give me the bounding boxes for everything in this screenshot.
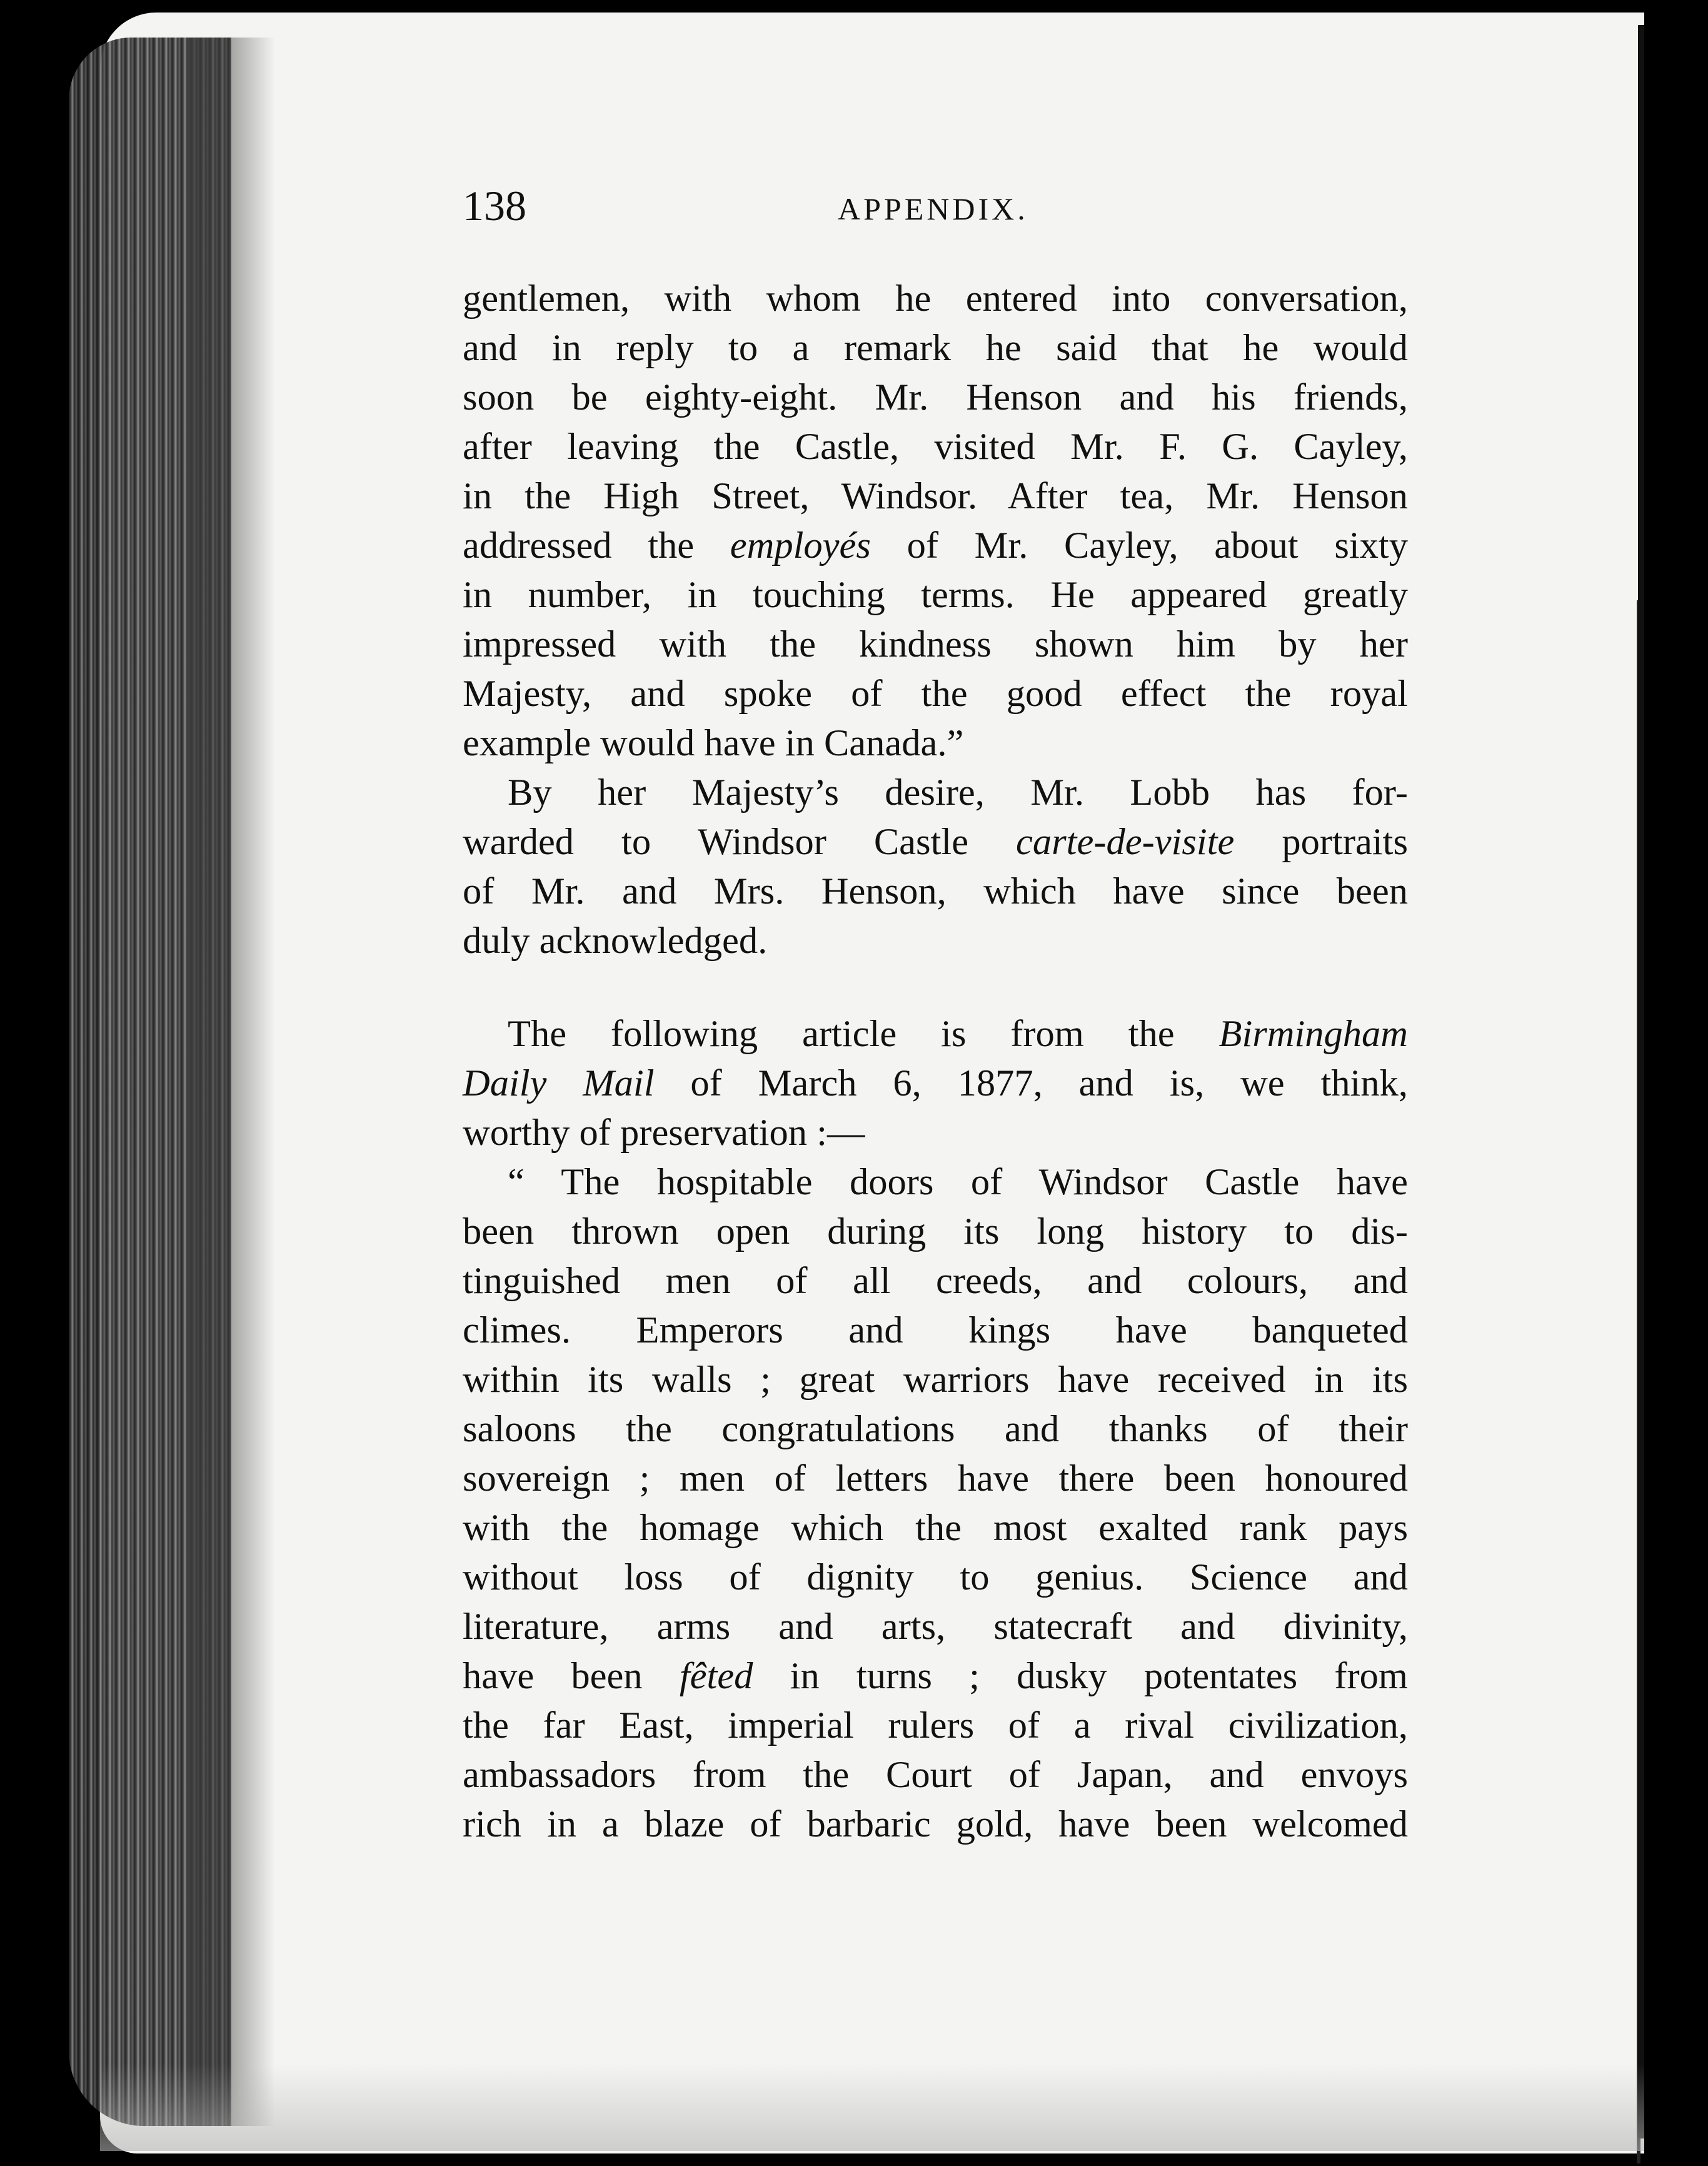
text-line: By her Majesty’s desire, Mr. Lobb has for-: [508, 772, 1408, 814]
right-background: [1644, 0, 1708, 2166]
text-line: gentlemen, with whom he entered into conversation,: [463, 278, 1408, 320]
text-line: with the homage which the most exalted rank pays: [463, 1507, 1408, 1549]
text-line: ambassadors from the Court of Japan, and envoys: [463, 1754, 1408, 1796]
text-line: Majesty, and spoke of the good effect the royal: [463, 673, 1408, 715]
text-line: climes. Emperors and kings have banqueted: [463, 1309, 1408, 1351]
italic-text: Birmingham: [1218, 1013, 1408, 1055]
text-line: the far East, imperial rulers of a rival civilization,: [463, 1705, 1408, 1746]
text-line: soon be eighty-eight. Mr. Henson and his friends,: [463, 376, 1408, 418]
running-head: APPENDIX.: [838, 191, 1028, 226]
text-line: rich in a blaze of barbaric gold, have been welcomed: [463, 1803, 1408, 1845]
text-line: and in reply to a remark he said that he would: [463, 327, 1408, 369]
text-line: example would have in Canada.”: [463, 722, 964, 764]
text-line: been thrown open during its long history to dis-: [463, 1211, 1408, 1252]
page-number: 138: [463, 182, 526, 229]
text-line: addressed the employés of Mr. Cayley, about sixty: [463, 525, 1408, 567]
text-line: within its walls ; great warriors have received in its: [463, 1359, 1408, 1401]
italic-text: carte-de-visite: [1016, 821, 1235, 863]
page-bottom-shadow: [100, 2063, 1644, 2151]
italic-text: fêted: [679, 1655, 753, 1697]
text-line: saloons the congratulations and thanks of their: [463, 1408, 1408, 1450]
italic-text: Daily Mail: [463, 1062, 655, 1104]
text-line: in number, in touching terms. He appeared greatly: [463, 574, 1408, 616]
text-line: literature, arms and arts, statecraft and divinity,: [463, 1606, 1408, 1648]
page-edges-shadow: [188, 38, 275, 2126]
text-line: “ The hospitable doors of Windsor Castle have: [508, 1161, 1408, 1203]
text-line: after leaving the Castle, visited Mr. F. G. Cayley,: [463, 426, 1408, 468]
text-line: The following article is from the Birmingham: [508, 1013, 1408, 1055]
text-line: tinguished men of all creeds, and colours, and: [463, 1260, 1408, 1302]
text-line: impressed with the kindness shown him by her: [463, 623, 1408, 665]
text-line: sovereign ; men of letters have there been honoured: [463, 1458, 1408, 1499]
text-line: Daily Mail of March 6, 1877, and is, we think,: [463, 1062, 1408, 1104]
text-line: worthy of preservation :—: [463, 1112, 865, 1154]
text-line: have been fêted in turns ; dusky potentates from: [463, 1655, 1408, 1697]
text-line: in the High Street, Windsor. After tea, Mr. Henson: [463, 475, 1408, 517]
italic-text: employés: [730, 525, 871, 567]
text-line: of Mr. and Mrs. Henson, which have since been: [463, 870, 1408, 912]
text-line: warded to Windsor Castle carte-de-visite portraits: [463, 821, 1408, 863]
text-line: duly acknowledged.: [463, 920, 768, 962]
text-line: without loss of dignity to genius. Science and: [463, 1556, 1408, 1598]
right-border-line: [1638, 25, 1644, 2138]
